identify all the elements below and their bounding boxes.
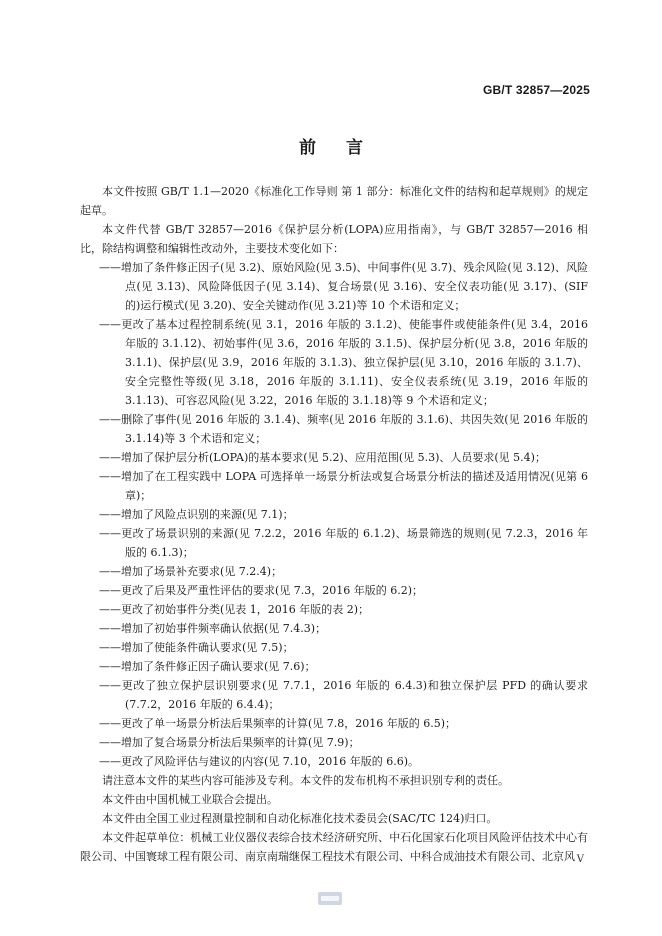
change-item: ——删除了事件(见 2016 年版的 3.1.4)、频率(见 2016 年版的 3.1.6)、共因失效(见 2016 年版的 3.1.14)等 3 个术语和定义； <box>99 413 588 445</box>
change-item: ——更改了基本过程控制系统(见 3.1，2016 年版的 3.1.2)、使能事件或使能条件(见 3.4，2016 年版的 3.1.12)、初始事件(见 3.6，2016 年版的 3.1.5)、保护层分析(见 3.8，2016 年版的 3.1.1)、保护层(见 3.9，2016 年版的 3.1.3)、独立保护层(见 3.10，2016 年版的 3.1.7)、安全完整性等级(见 3.18，2016 年版的 3.1.11)、安全仪表系统(见 3.19，2016 年版的 3.1.13)、可容忍风险(见 3.22，2016 年版的 3.1.18)等 9 个术语和定义； <box>99 318 588 407</box>
change-item: ——更改了后果及严重性评估的要求(见 7.3，2016 年版的 6.2)； <box>99 584 424 597</box>
standard-number: GB/T 32857—2025 <box>482 83 590 97</box>
change-item: ——增加了复合场景分析法后果频率的计算(见 7.9)； <box>99 736 360 749</box>
change-item: ——增加了使能条件确认要求(见 7.5)； <box>99 641 294 654</box>
intro-paragraph: 本文件按照 GB/T 1.1—2020《标准化工作导则 第 1 部分：标准化文件的结构和起草规则》的规定起草。 <box>80 185 588 217</box>
change-item: ——更改了初始事件分类(见表 1，2016 年版的表 2)； <box>99 603 370 616</box>
document-body <box>80 182 588 866</box>
page-title: 前言 <box>299 138 393 158</box>
change-item: ——增加了条件修正因子确认要求(见 7.6)； <box>99 660 316 673</box>
change-item: ——增加了场景补充要求(见 7.2.4)； <box>99 565 283 578</box>
change-item: ——增加了保护层分析(LOPA)的基本要求(见 5.2)、应用范围(见 5.3)、人员要求(见 5.4)； <box>99 451 546 464</box>
change-item: ——更改了风险评估与建议的内容(见 7.10，2016 年版的 6.6)。 <box>99 755 420 768</box>
page-number: V <box>576 854 584 865</box>
intro-paragraph: 本文件代替 GB/T 32857—2016《保护层分析(LOPA)应用指南》，与 GB/T 32857—2016 相比，除结构调整和编辑性改动外，主要技术变化如下： <box>80 223 588 255</box>
change-item: ——更改了场景识别的来源(见 7.2.2，2016 年版的 6.1.2)、场景筛选的规则(见 7.2.3，2016 年版的 6.1.3)； <box>99 527 588 559</box>
closing-paragraph: 请注意本文件的某些内容可能涉及专利。本文件的发布机构不承担识别专利的责任。 <box>102 774 509 787</box>
change-item: ——增加了条件修正因子(见 3.2)、原始风险(见 3.5)、中间事件(见 3.7)、残余风险(见 3.12)、风险点(见 3.13)、风险降低因子(见 3.14)、复合场景(见 3.16)、安全仪表功能(见 3.17)、(SIF 的)运行模式(见 3.20)、安全关键动作(见 3.21)等 10 个术语和定义； <box>99 261 588 312</box>
change-item: ——增加了风险点识别的来源(见 7.1)； <box>99 508 294 521</box>
closing-paragraph: 本文件由中国机械工业联合会提出。 <box>102 793 278 806</box>
change-item: ——更改了独立保护层识别要求(见 7.7.1，2016 年版的 6.4.3)和独立保护层 PFD 的确认要求(7.7.2，2016 年版的 6.4.4)； <box>99 679 588 711</box>
change-item: ——更改了单一场景分析法后果频率的计算(见 7.8，2016 年版的 6.5)； <box>99 717 457 730</box>
change-item: ——增加了在工程实践中 LOPA 可选择单一场景分析法或复合场景分析法的描述及适用情况(见第 6 章)； <box>99 470 588 502</box>
watermark-logo-icon <box>318 892 342 905</box>
closing-paragraph: 本文件由全国工业过程测量控制和自动化标准化技术委员会(SAC/TC 124)归口。 <box>102 812 498 825</box>
change-item: ——增加了初始事件频率确认依据(见 7.4.3)； <box>99 622 327 635</box>
closing-paragraph: 本文件起草单位：机械工业仪器仪表综合技术经济研究所、中石化国家石化项目风险评估技术中心有限公司、中国寰球工程有限公司、南京南瑞继保工程技术有限公司、中科合成油技术有限公司、北京风 <box>80 831 588 863</box>
